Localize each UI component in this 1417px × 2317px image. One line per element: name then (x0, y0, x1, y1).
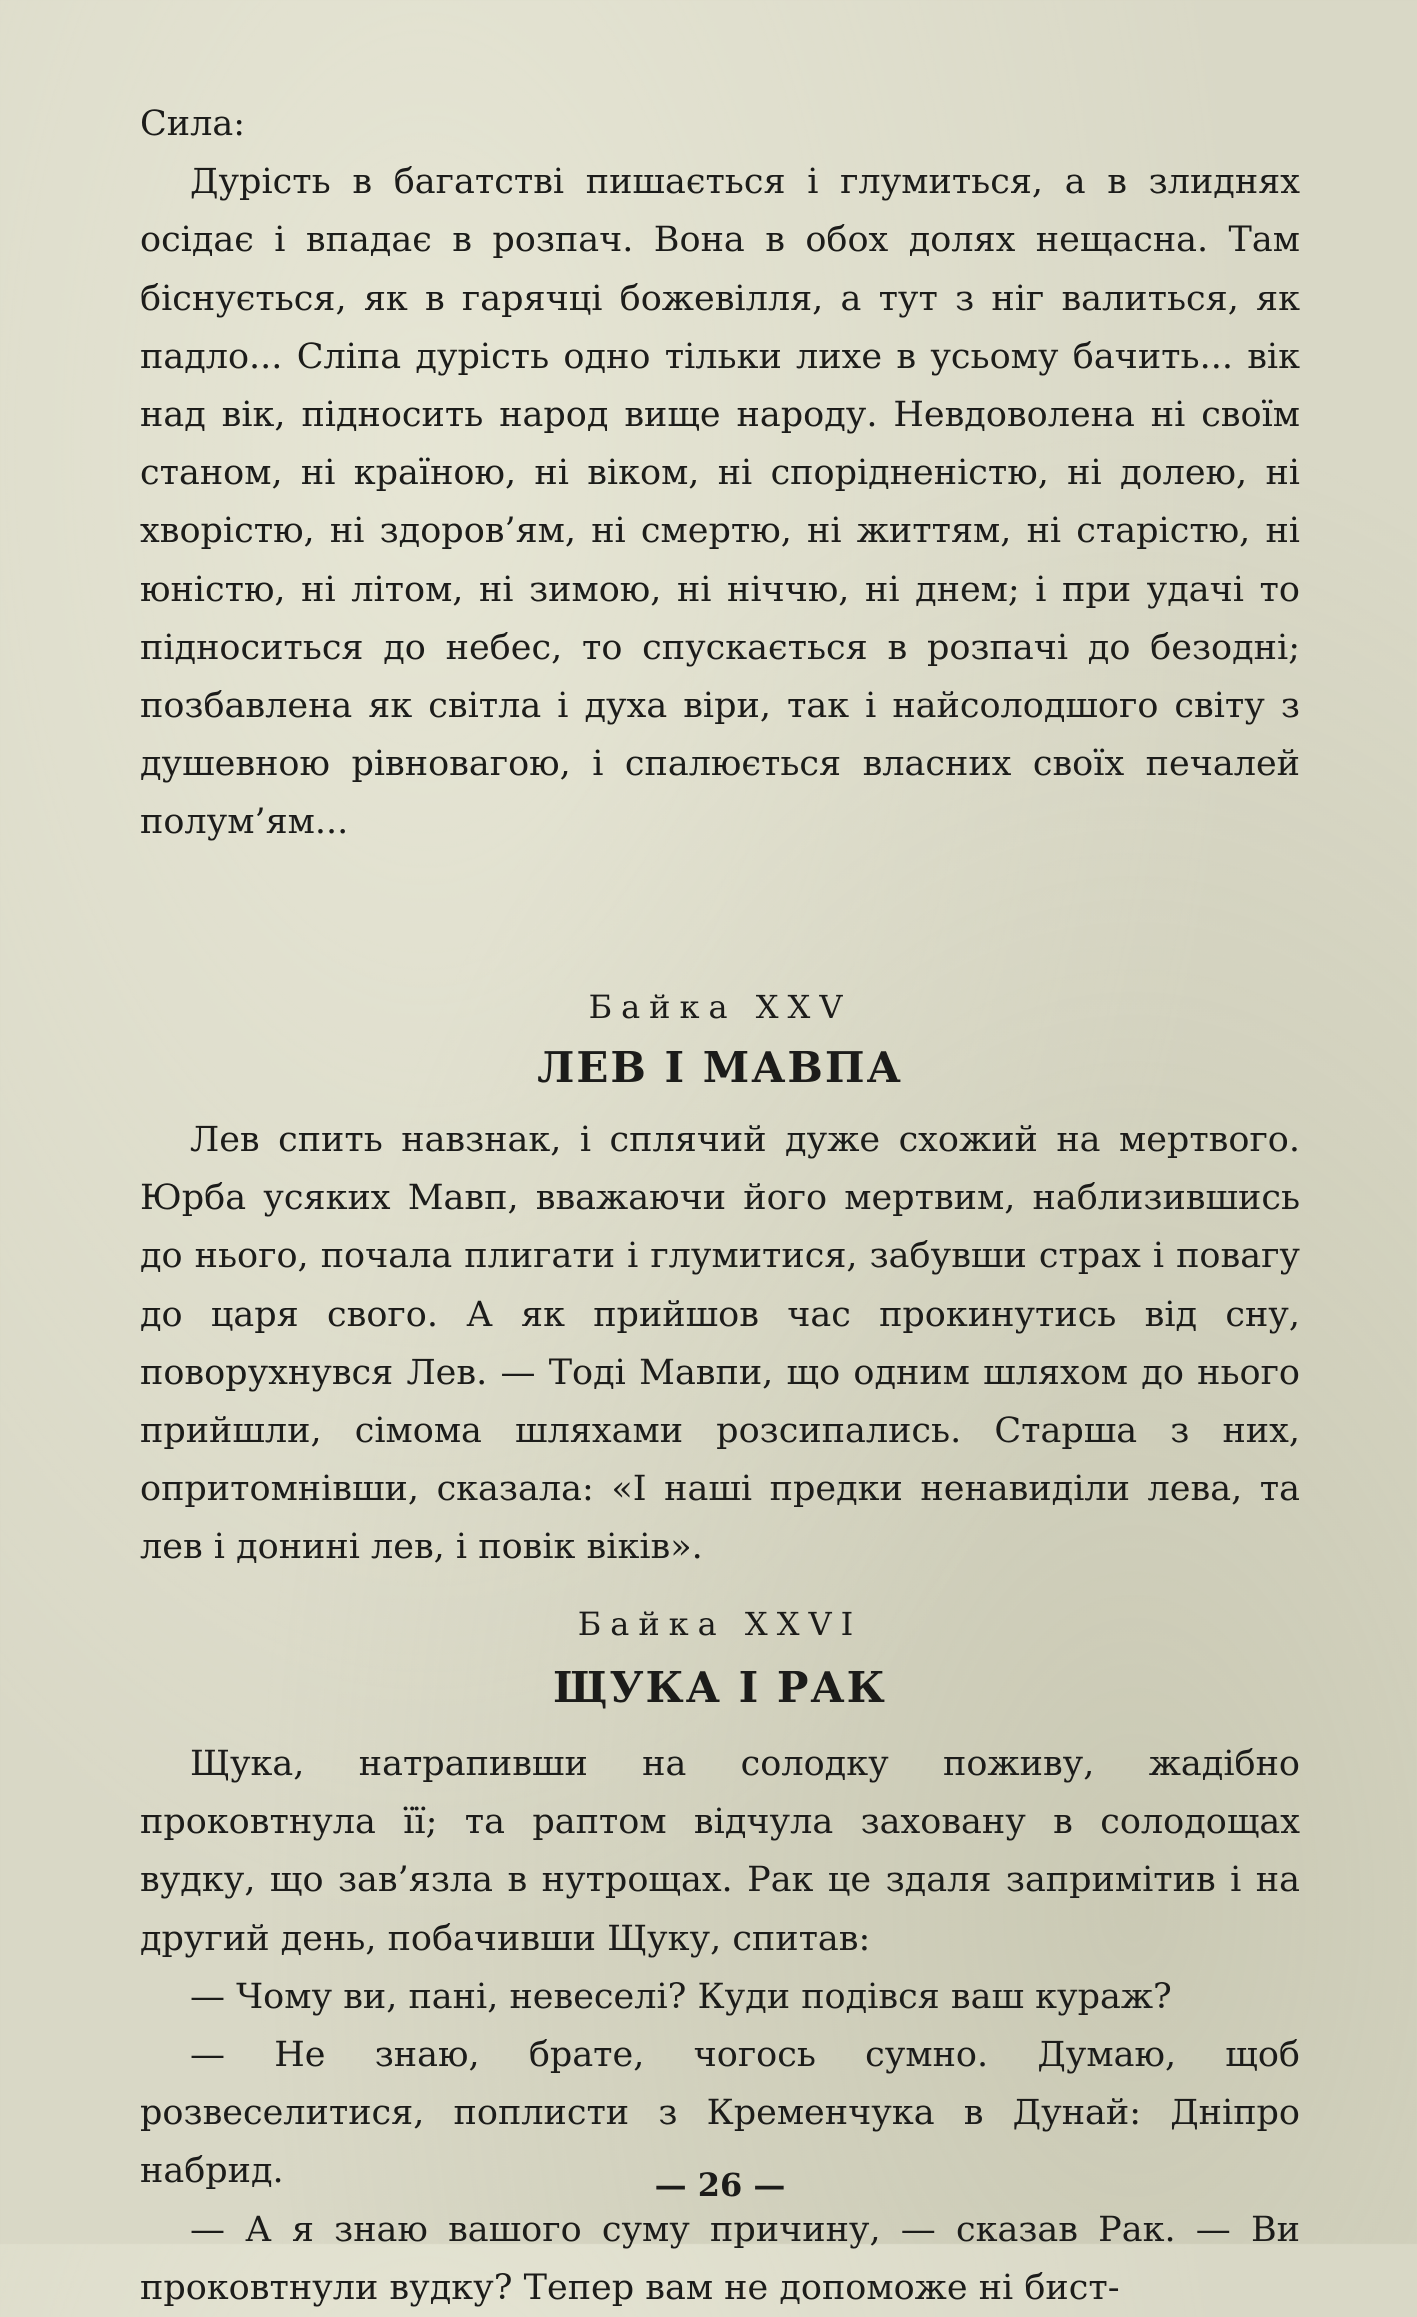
speaker-label: Сила: (140, 104, 245, 144)
book-page (140, 95, 1300, 2308)
fable-25-paragraph: Лев спить навзнак, і сплячий дуже схожий на мертвого. Юрба усяких Мавп, вважаючи його мертвим, наблизившись до нього, почала плигати і глумитися, забувши страх і повагу до царя свого. А як прийшов час прокинутись від сну, поворухнувся Лев. — Тоді Мавпи, що одним шляхом до нього прийшли, сімома шляхами розсипались. Старша з них, опритомнівши, сказала: «І наші предки ненавиділи лева, та лев і донині лев, і повік віків». (140, 1120, 1300, 1568)
fable-25-body (140, 1111, 1300, 1577)
strength-paragraph: Дурість в багатстві пишається і глумиться, а в злиднях осідає і впадає в розпач. Вона в обох долях нещасна. Там біснується, як в гарячці божевілля, а тут з ніг валиться, як падло... Сліпа дурість одно тільки лихе в усьому бачить... вік над вік, підносить народ вище народу. Невдоволена ні своїм станом, ні країною, ні віком, ні спорідненістю, ні долею, ні хворістю, ні здоров’ям, ні смертю, ні життям, ні старістю, ні юністю, ні літом, ні зимою, ні ніччю, ні днем; і при удачі то підноситься до небес, то спускається в розпачі до безодні; позбавлена як світла і духа віри, так і найсолодшого світу з душевною рівновагою, і спалюється власних своїх печалей полум’ям... (140, 162, 1300, 843)
fable-26-title: ЩУКА І РАК (553, 1663, 887, 1712)
fable-25-label: Байка XXV (588, 988, 852, 1026)
section-strength (140, 95, 1300, 852)
page-number: — 26 — (654, 2166, 786, 2204)
fable-26-body (140, 1735, 1300, 2317)
dialogue-line: — А я знаю вашого суму причину, — сказав Рак. — Ви проковтнули вудку? Тепер вам не допоможе ні бист- (140, 2209, 1300, 2308)
dialogue-line: — Не знаю, брате, чогось сумно. Думаю, щоб розвеселитися, поплисти з Кременчука в Дунай: Дніпро набрид. (140, 2035, 1300, 2192)
fable-26-paragraph: Щука, натрапивши на солодку поживу, жадібно проковтнула її; та раптом відчула заховану в солодощах вудку, що зав’язла в нутрощах. Рак це здаля запримітив і на другий день, побачивши Щуку, спитав: (140, 1744, 1300, 1959)
fable-25-title: ЛЕВ І МАВПА (537, 1043, 903, 1092)
dialogue-line: — Чому ви, пані, невеселі? Куди подівся ваш кураж? (190, 1976, 1172, 2017)
fable-26-label: Байка XXVI (577, 1605, 863, 1643)
